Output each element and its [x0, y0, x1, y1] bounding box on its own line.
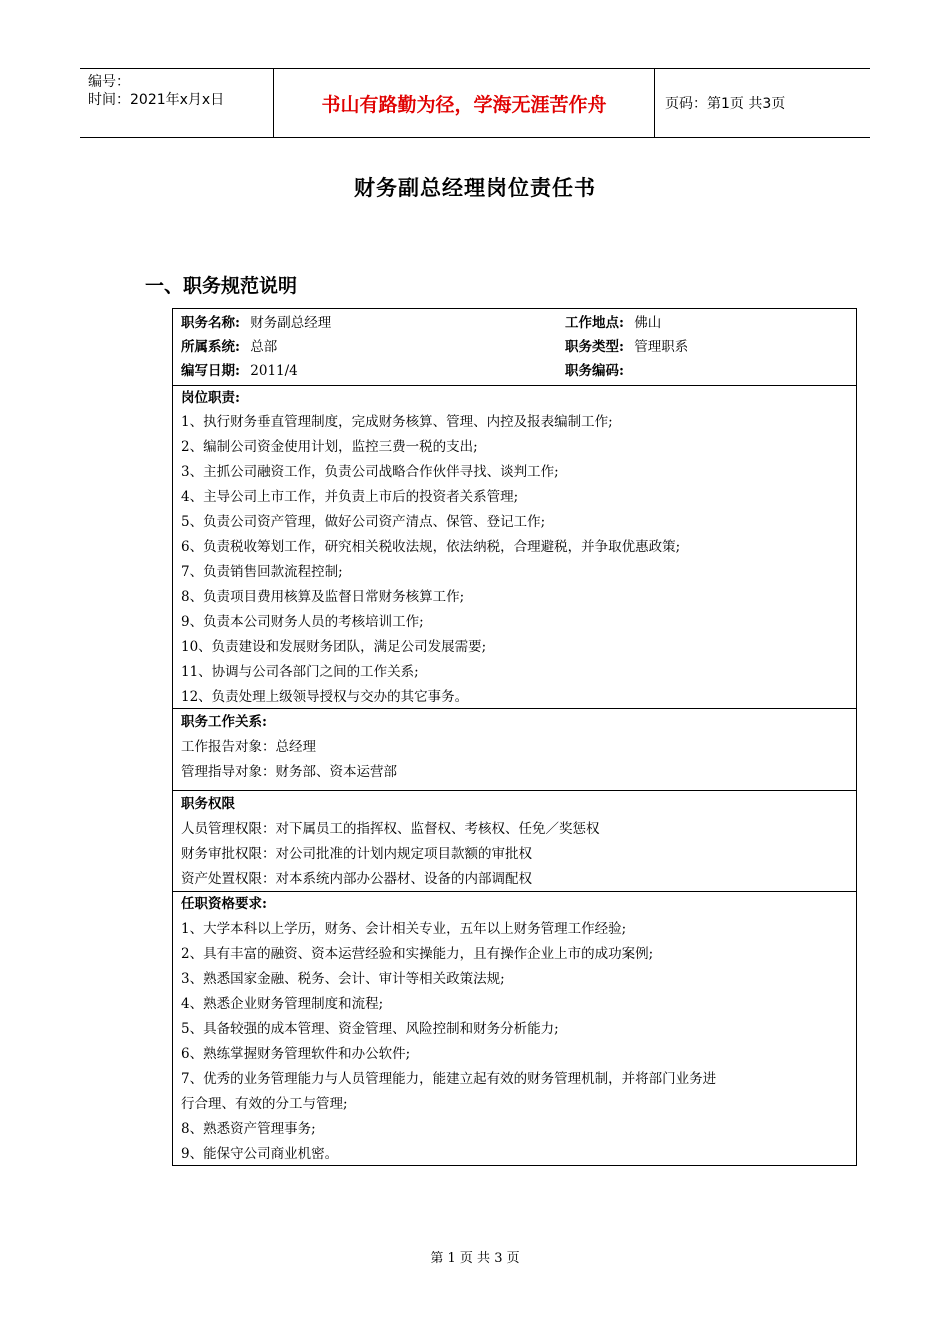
authority-item: 资产处置权限：对本系统内部办公器材、设备的内部调配权: [181, 871, 532, 887]
qualification-item: 4、熟悉企业财务管理制度和流程;: [181, 996, 384, 1012]
divider: [173, 790, 856, 791]
duty-item: 8、负责项目费用核算及监督日常财务核算工作;: [181, 589, 465, 605]
job-name-value: 财务副总经理: [250, 315, 332, 331]
relation-item: 工作报告对象：总经理: [181, 739, 316, 755]
info-row-3: [181, 359, 298, 384]
duty-item: 6、负责税收筹划工作，研究相关税收法规，依法纳税，合理避税，并争取优惠政策;: [181, 539, 681, 555]
qualification-item: 1、大学本科以上学历，财务、会计相关专业，五年以上财务管理工作经验;: [181, 921, 627, 937]
job-name-label: 职务名称:: [181, 315, 240, 331]
qualification-item: 3、熟悉国家金融、税务、会计、审计等相关政策法规;: [181, 971, 505, 987]
system-value: 总部: [250, 339, 278, 355]
duty-item: 11、协调与公司各部门之间的工作关系;: [181, 664, 419, 680]
header-page-info: 页码：第1页 共3页: [665, 96, 786, 112]
header-meta: [80, 69, 274, 137]
qualification-item: 5、具备较强的成本管理、资金管理、风险控制和财务分析能力;: [181, 1021, 559, 1037]
divider: [173, 708, 856, 709]
job-spec-table: [172, 308, 857, 1166]
duty-item: 4、主导公司上市工作，并负责上市后的投资者关系管理;: [181, 489, 519, 505]
relations-heading: 职务工作关系:: [181, 714, 267, 730]
location-label: 工作地点:: [565, 315, 624, 331]
qualification-item-continued: 行合理、有效的分工与管理;: [181, 1096, 348, 1112]
page-footer: 第 1 页 共 3 页: [430, 1251, 520, 1266]
divider: [173, 385, 856, 386]
qualification-item: 8、熟悉资产管理事务;: [181, 1121, 316, 1137]
info-row-1-right: [565, 311, 661, 336]
info-row-3-right: [565, 359, 624, 384]
duty-item: 10、负责建设和发展财务团队，满足公司发展需要;: [181, 639, 487, 655]
duty-item: 3、主抓公司融资工作，负责公司战略合作伙伴寻找、谈判工作;: [181, 464, 559, 480]
code-label: 职务编码:: [565, 363, 624, 379]
location-value: 佛山: [634, 315, 662, 331]
info-row-2-right: [565, 335, 688, 360]
authority-heading: 职务权限: [181, 796, 235, 812]
qualification-item: 7、优秀的业务管理能力与人员管理能力，能建立起有效的财务管理机制，并将部门业务进: [181, 1071, 717, 1087]
info-row-2: [181, 335, 277, 360]
system-label: 所属系统:: [181, 339, 240, 355]
authority-item: 财务审批权限：对公司批准的计划内规定项目款额的审批权: [181, 846, 532, 862]
qualification-item: 9、能保守公司商业机密。: [181, 1146, 339, 1162]
document-title: 财务副总经理岗位责任书: [354, 175, 596, 200]
type-value: 管理职系: [634, 339, 689, 355]
duty-item: 5、负责公司资产管理，做好公司资产清点、保管、登记工作;: [181, 514, 546, 530]
duty-item: 7、负责销售回款流程控制;: [181, 564, 343, 580]
duty-item: 9、负责本公司财务人员的考核培训工作;: [181, 614, 424, 630]
duty-item: 2、编制公司资金使用计划，监控三费一税的支出;: [181, 439, 478, 455]
duties-heading: 岗位职责:: [181, 390, 240, 406]
document-number-label: 编号：: [88, 74, 130, 90]
duty-item: 12、负责处理上级领导授权与交办的其它事务。: [181, 689, 469, 705]
type-label: 职务类型:: [565, 339, 624, 355]
document-time: 时间：2021年x月x日: [88, 92, 225, 108]
duty-item: 1、执行财务垂直管理制度，完成财务核算、管理、内控及报表编制工作;: [181, 414, 613, 430]
relation-item: 管理指导对象：财务部、资本运营部: [181, 764, 397, 780]
document-header: [80, 68, 870, 138]
qualification-item: 6、熟练掌握财务管理软件和办公软件;: [181, 1046, 411, 1062]
authority-item: 人员管理权限：对下属员工的指挥权、监督权、考核权、任免／奖惩权: [181, 821, 600, 837]
section-title: 一、职务规范说明: [145, 275, 298, 297]
info-row-1: [181, 311, 331, 336]
divider: [173, 891, 856, 892]
header-motto: 书山有路勤为径，学海无涯苦作舟: [274, 69, 655, 137]
date-label: 编写日期:: [181, 363, 240, 379]
qualification-item: 2、具有丰富的融资、资本运营经验和实操能力，且有操作企业上市的成功案例;: [181, 946, 654, 962]
qualifications-heading: 任职资格要求:: [181, 896, 267, 912]
date-value: 2011/4: [250, 363, 298, 379]
